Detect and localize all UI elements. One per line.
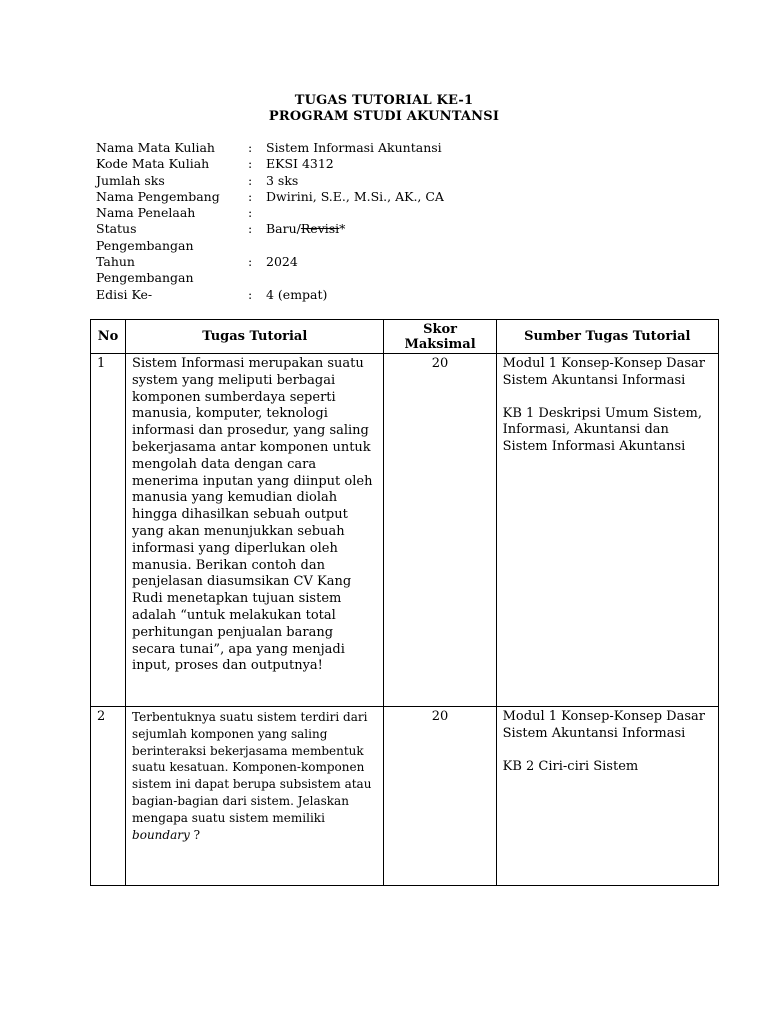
table-row (91, 354, 719, 707)
info-label: Nama Mata Kuliah (96, 140, 215, 155)
source-module: Modul 1 Konsep-Konsep Dasar Sistem Akuntansi Informasi (502, 356, 705, 388)
info-row-developer (96, 189, 596, 205)
header-source: Sumber Tugas Tutorial (496, 320, 718, 354)
task-text-italic: boundary (132, 827, 190, 842)
info-label: Edisi Ke- (96, 286, 153, 302)
info-label: Kode Mata Kuliah (96, 156, 210, 172)
info-colon: : (248, 286, 253, 302)
info-row-credits (96, 173, 596, 189)
source-kb: KB 1 Deskripsi Umum Sistem, Informasi, Akuntansi dan Sistem Informasi Akuntansi (502, 405, 702, 455)
task-text-end: ? (189, 827, 201, 842)
footnote-mark: * (339, 221, 346, 237)
info-row-year (96, 254, 596, 287)
info-row-course-code (96, 156, 596, 172)
source-cell (496, 707, 718, 886)
max-score: 20 (384, 354, 496, 707)
status-new: Baru/ (266, 221, 301, 237)
info-colon: : (248, 254, 253, 270)
info-colon: : (248, 156, 253, 172)
info-label: Jumlah sks (96, 172, 165, 188)
info-value: 3 sks (266, 172, 299, 188)
tutorial-table (90, 319, 719, 886)
info-label: Nama Pengembang (96, 188, 220, 204)
row-number: 1 (91, 354, 126, 707)
program-title: PROGRAM STUDI AKUNTANSI (268, 109, 500, 124)
source-cell (496, 354, 718, 707)
source-kb: KB 2 Ciri-ciri Sistem (502, 758, 639, 774)
status-revision-struck: Revisi (300, 221, 340, 237)
info-value: EKSI 4312 (266, 156, 334, 172)
info-colon: : (248, 205, 253, 221)
info-row-reviewer (96, 205, 596, 221)
info-colon: : (248, 172, 253, 188)
header-task: Tugas Tutorial (126, 320, 384, 354)
header-no: No (91, 320, 126, 354)
header-score: Skor Maksimal (384, 320, 496, 354)
info-value: Sistem Informasi Akuntansi (266, 140, 442, 155)
info-value (266, 221, 345, 237)
row-number: 2 (91, 707, 126, 886)
task-text (126, 707, 384, 886)
source-module: Modul 1 Konsep-Konsep Dasar Sistem Akuntansi Informasi (502, 709, 705, 741)
table-row (91, 707, 719, 886)
info-row-edition (96, 287, 596, 303)
info-row-status (96, 221, 596, 254)
table-header-row (91, 320, 719, 354)
info-colon: : (248, 188, 253, 204)
info-value: 4 (empat) (266, 286, 328, 302)
info-row-course-name (96, 140, 596, 156)
info-value: 2024 (266, 254, 298, 270)
info-value: Dwirini, S.E., M.Si., AK., CA (266, 188, 444, 204)
course-info (96, 140, 596, 303)
max-score: 20 (384, 707, 496, 886)
info-label: Tahun Pengembangan (96, 254, 194, 286)
task-text: Sistem Informasi merupakan suatu system yang meliputi berbagai komponen sumberdaya seperti manusia, komputer, teknologi informasi dan prosedur, yang saling bekerjasama antar komponen untuk mengolah data dengan cara menerima inputan yang diinput oleh manusia yang kemudian diolah hingga dihasilkan sebuah output yang akan menunjukkan sebuah informasi yang diperlukan oleh manusia. Berikan contoh dan penjelasan diasumsikan CV Kang Rudi menetapkan tujuan sistem adalah “untuk melakukan total perhitungan penjualan barang secara tunai”, apa yang menjadi input, proses dan outputnya! (126, 354, 384, 707)
info-colon: : (248, 221, 253, 237)
info-label: Nama Penelaah (96, 205, 196, 221)
info-label: Status Pengembangan (96, 221, 194, 253)
info-colon: : (248, 140, 253, 155)
document-title: TUGAS TUTORIAL KE-1 (294, 93, 474, 108)
task-text-main: Terbentuknya suatu sistem terdiri dari sejumlah komponen yang saling berinteraksi bekerjasama membentuk suatu kesatuan. Komponen-komponen sistem ini dapat berupa subsistem atau bagian-bagian dari sistem. Jelaskan mengapa suatu sistem memiliki (132, 710, 372, 825)
